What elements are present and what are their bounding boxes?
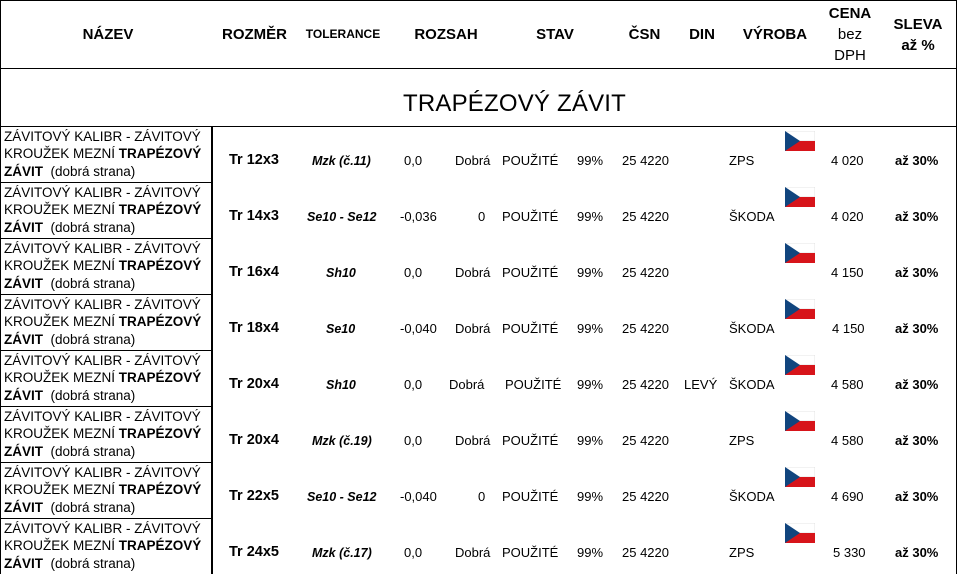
czech-flag-icon [785,187,815,207]
description-line-2 [4,369,209,386]
cell-usage: POUŽITÉ [502,321,559,336]
cell-csn: 25 4220 [622,321,669,336]
description-line-3b: (dobrá strana) [43,331,136,347]
header-nazev: NÁZEV [82,26,134,43]
cell-tolerance: Se10 - Se12 [307,210,377,224]
cell-tolerance: Se10 - Se12 [307,490,377,504]
description-line-2b: TRAPÉZOVÝ [118,202,202,218]
description-line-3 [4,219,209,236]
cell-range: -0,040 [400,321,437,336]
cell-producer: ŠKODA [729,489,775,504]
cell-discount: až 30% [895,209,939,224]
product-description [4,240,209,292]
description-line-2 [4,201,209,218]
description-line-1: ZÁVITOVÝ KALIBR - ZÁVITOVÝ [4,129,201,144]
cell-producer: ZPS [729,545,755,560]
description-line-3a: ZÁVIT [4,499,43,515]
cell-price: 4 150 [832,321,865,336]
description-line-3 [4,387,209,404]
cell-percent: 99% [577,377,604,392]
header-vyroba: VÝROBA [742,26,808,43]
czech-flag-icon [785,355,815,375]
header-rozsah: ROZSAH [414,26,478,43]
header-sleva-line2: až % [901,36,935,54]
description-line-1: ZÁVITOVÝ KALIBR - ZÁVITOVÝ [4,241,201,256]
description-line-2a: KROUŽEK MEZNÍ [4,370,119,386]
czech-flag-icon [785,243,815,263]
header-cena-line2: bez [837,26,863,43]
table-row [0,407,959,463]
cell-percent: 99% [577,545,604,560]
cell-tolerance: Mzk (č.11) [312,154,371,168]
description-line-3b: (dobrá strana) [43,275,136,291]
cell-size: Tr 18x4 [229,320,279,336]
description-line-3b: (dobrá strana) [43,387,136,403]
description-line-3 [4,275,209,292]
czech-flag-icon [785,299,815,319]
czech-flag-icon [785,467,815,487]
product-description [4,184,209,236]
cell-price: 5 330 [833,545,866,560]
cell-percent: 99% [577,321,604,336]
table-row [0,127,959,183]
cell-state: Dobrá [455,545,491,560]
cell-percent: 99% [577,489,604,504]
cell-size: Tr 20x4 [229,432,279,448]
cell-state: Dobrá [455,265,491,280]
header-sleva [885,0,951,69]
header-stav: STAV [536,26,574,43]
cell-csn: 25 4220 [622,545,669,560]
cell-discount: až 30% [895,377,939,392]
cell-percent: 99% [577,433,604,448]
cell-discount: až 30% [895,545,939,560]
description-line-3a: ZÁVIT [4,163,43,179]
description-line-1: ZÁVITOVÝ KALIBR - ZÁVITOVÝ [4,521,201,536]
description-line-3 [4,555,209,572]
description-line-3a: ZÁVIT [4,219,43,235]
cell-price: 4 150 [831,265,864,280]
cell-producer: ŠKODA [729,321,775,336]
description-line-2a: KROUŽEK MEZNÍ [4,482,119,498]
cell-size: Tr 16x4 [229,264,279,280]
cell-csn: 25 4220 [622,433,669,448]
cell-discount: až 30% [895,265,939,280]
cell-state: 0 [478,209,486,224]
cell-percent: 99% [577,265,604,280]
cell-size: Tr 14x3 [229,208,279,224]
cell-tolerance: Sh10 [326,378,356,392]
cell-size: Tr 20x4 [229,376,279,392]
cell-usage: POUŽITÉ [502,545,559,560]
table-row [0,463,959,519]
description-line-2a: KROUŽEK MEZNÍ [4,258,119,274]
cell-tolerance: Mzk (č.19) [312,434,372,448]
cell-producer: ŠKODA [729,209,775,224]
table-row [0,239,959,295]
description-line-3 [4,331,209,348]
cell-csn: 25 4220 [622,489,669,504]
header-cena-line3: DPH [834,47,866,64]
cell-csn: 25 4220 [622,153,669,168]
cell-tolerance: Mzk (č.17) [312,546,372,560]
product-description [4,296,209,348]
description-line-2a: KROUŽEK MEZNÍ [4,202,119,218]
table-row [0,351,959,407]
description-line-3 [4,499,209,516]
header-cena-line1: CENA [828,5,872,22]
product-description [4,352,209,404]
cell-discount: až 30% [895,153,939,168]
description-line-2b: TRAPÉZOVÝ [118,482,202,498]
description-line-2 [4,425,209,442]
page-title-text: TRAPÉZOVÝ ZÁVIT [402,90,627,117]
cell-state: Dobrá [449,377,485,392]
cell-range: 0,0 [404,433,423,448]
header-sleva-line1: SLEVA [893,15,943,33]
cell-usage: POUŽITÉ [502,153,559,168]
description-line-3 [4,443,209,460]
description-line-3b: (dobrá strana) [43,443,136,459]
description-line-2a: KROUŽEK MEZNÍ [4,146,119,162]
cell-percent: 99% [577,153,604,168]
header-rozmer: ROZMĚR [222,26,287,43]
cell-size: Tr 22x5 [229,488,279,504]
cell-producer: ŠKODA [729,377,775,392]
cell-csn: 25 4220 [622,377,669,392]
description-line-2b: TRAPÉZOVÝ [118,370,202,386]
cell-discount: až 30% [895,433,939,448]
czech-flag-icon [785,131,815,151]
cell-price: 4 020 [831,153,864,168]
cell-range: 0,0 [404,377,423,392]
cell-range: 0,0 [404,545,423,560]
cell-price: 4 690 [831,489,864,504]
cell-din: LEVÝ [684,377,718,392]
description-line-2 [4,145,209,162]
cell-csn: 25 4220 [622,209,669,224]
cell-state: 0 [478,489,486,504]
description-line-3b: (dobrá strana) [43,163,136,179]
table-row [0,519,959,575]
cell-range: 0,0 [404,265,423,280]
cell-usage: POUŽITÉ [502,489,559,504]
description-line-2b: TRAPÉZOVÝ [118,258,202,274]
cell-range: 0,0 [404,153,423,168]
description-line-2a: KROUŽEK MEZNÍ [4,314,119,330]
cell-state: Dobrá [455,433,491,448]
cell-producer: ZPS [729,153,755,168]
cell-usage: POUŽITÉ [505,377,562,392]
header-cena [820,0,880,69]
description-line-3b: (dobrá strana) [43,219,136,235]
cell-range: -0,040 [400,489,437,504]
description-line-3a: ZÁVIT [4,443,43,459]
description-line-2 [4,257,209,274]
description-line-1: ZÁVITOVÝ KALIBR - ZÁVITOVÝ [4,465,201,480]
cell-size: Tr 24x5 [229,544,279,560]
cell-range: -0,036 [400,209,437,224]
product-description [4,128,209,180]
cell-discount: až 30% [895,489,939,504]
header-din: DIN [689,26,715,43]
cell-csn: 25 4220 [622,265,669,280]
description-line-1: ZÁVITOVÝ KALIBR - ZÁVITOVÝ [4,353,201,368]
cell-producer: ZPS [729,433,755,448]
product-description [4,520,209,572]
cell-usage: POUŽITÉ [502,433,559,448]
description-line-3 [4,163,209,180]
description-line-2b: TRAPÉZOVÝ [118,538,202,554]
description-line-1: ZÁVITOVÝ KALIBR - ZÁVITOVÝ [4,409,201,424]
cell-discount: až 30% [895,321,939,336]
cell-usage: POUŽITÉ [502,265,559,280]
description-line-2 [4,537,209,554]
description-line-3b: (dobrá strana) [43,499,136,515]
description-line-2b: TRAPÉZOVÝ [118,146,202,162]
cell-tolerance: Se10 [326,322,356,336]
description-line-2 [4,313,209,330]
description-line-3b: (dobrá strana) [43,555,136,571]
description-line-2a: KROUŽEK MEZNÍ [4,426,119,442]
description-line-2a: KROUŽEK MEZNÍ [4,538,119,554]
description-line-2b: TRAPÉZOVÝ [118,426,202,442]
header-csn: ČSN [628,26,661,43]
cell-percent: 99% [577,209,604,224]
description-line-3a: ZÁVIT [4,387,43,403]
table-row [0,183,959,239]
cell-tolerance: Sh10 [326,266,356,280]
product-description [4,464,209,516]
czech-flag-icon [785,523,815,543]
cell-size: Tr 12x3 [229,152,279,168]
description-line-2 [4,481,209,498]
page-title [0,90,959,118]
table-row [0,295,959,351]
cell-usage: POUŽITÉ [502,209,559,224]
description-line-3a: ZÁVIT [4,555,43,571]
cell-price: 4 580 [831,433,864,448]
description-line-3a: ZÁVIT [4,275,43,291]
product-description [4,408,209,460]
description-line-1: ZÁVITOVÝ KALIBR - ZÁVITOVÝ [4,297,201,312]
description-line-2b: TRAPÉZOVÝ [118,314,202,330]
cell-price: 4 580 [831,377,864,392]
cell-state: Dobrá [455,153,491,168]
czech-flag-icon [785,411,815,431]
description-line-3a: ZÁVIT [4,331,43,347]
description-line-1: ZÁVITOVÝ KALIBR - ZÁVITOVÝ [4,185,201,200]
header-tolerance: TOLERANCE [305,27,381,41]
cell-price: 4 020 [831,209,864,224]
cell-state: Dobrá [455,321,491,336]
